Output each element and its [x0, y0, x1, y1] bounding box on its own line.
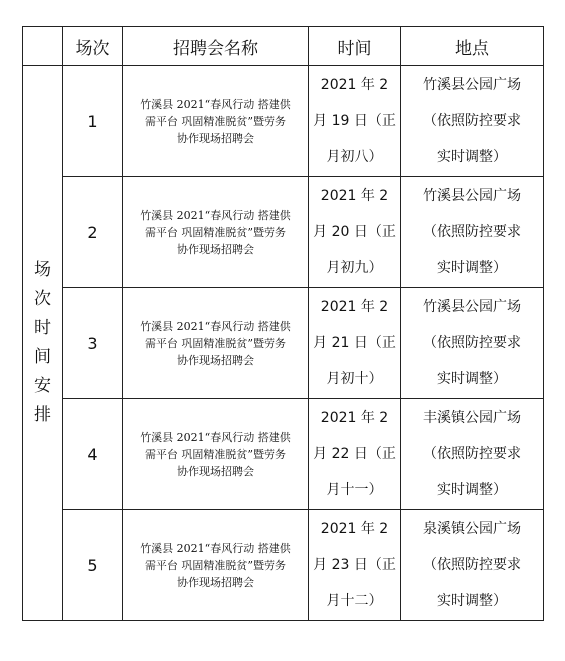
table-row	[23, 177, 544, 288]
header-session: 场次	[63, 27, 123, 66]
session-number: 4	[63, 399, 123, 510]
side-label-cell	[23, 66, 63, 621]
fair-name-line: 竹溪县 2021“春风行动 搭建供	[140, 319, 291, 333]
fair-name-line: 竹溪县 2021“春风行动 搭建供	[140, 97, 291, 111]
fair-name-line: 协作现场招聘会	[177, 464, 254, 478]
time-cell	[309, 177, 401, 288]
time-cell	[309, 66, 401, 177]
fair-name-cell	[123, 288, 309, 399]
time-cell	[309, 510, 401, 621]
location-line: 竹溪县公园广场	[423, 77, 521, 93]
fair-name-line: 需平台 巩固精准脱贫”暨劳务	[144, 225, 287, 239]
location-cell	[401, 66, 544, 177]
schedule-table	[22, 26, 544, 621]
location-line: 实时调整）	[437, 149, 507, 165]
fair-name-cell	[123, 177, 309, 288]
side-label-char: 安	[34, 376, 51, 396]
location-line: 实时调整）	[437, 371, 507, 387]
location-line: （依照防控要求	[423, 557, 521, 573]
side-label-char: 时	[34, 318, 51, 338]
location-line: 实时调整）	[437, 260, 507, 276]
fair-name-cell	[123, 399, 309, 510]
side-label-char: 间	[34, 347, 51, 367]
location-line: 丰溪镇公园广场	[423, 410, 521, 426]
fair-name-line: 竹溪县 2021“春风行动 搭建供	[140, 541, 291, 555]
side-label-char: 次	[34, 289, 51, 309]
fair-name-line: 需平台 巩固精准脱贫”暨劳务	[144, 558, 287, 572]
table-row	[23, 66, 544, 177]
location-cell	[401, 510, 544, 621]
time-line: 月 22 日（正	[313, 446, 396, 462]
location-line: （依照防控要求	[423, 335, 521, 351]
time-line: 月十二）	[326, 593, 383, 609]
side-label-char: 排	[34, 405, 51, 425]
location-line: 实时调整）	[437, 593, 507, 609]
header-location: 地点	[401, 27, 544, 66]
fair-name-line: 协作现场招聘会	[177, 575, 254, 589]
location-cell	[401, 177, 544, 288]
fair-name-line: 协作现场招聘会	[177, 131, 254, 145]
location-line: （依照防控要求	[423, 113, 521, 129]
location-line: 竹溪县公园广场	[423, 188, 521, 204]
table-row	[23, 399, 544, 510]
session-number: 1	[63, 66, 123, 177]
time-line: 2021 年 2	[320, 410, 389, 426]
time-line: 月十一）	[326, 482, 383, 498]
time-line: 月 20 日（正	[313, 224, 396, 240]
time-line: 2021 年 2	[320, 521, 389, 537]
fair-name-line: 需平台 巩固精准脱贫”暨劳务	[144, 447, 287, 461]
fair-name-line: 需平台 巩固精准脱贫”暨劳务	[144, 114, 287, 128]
time-line: 月 19 日（正	[313, 113, 396, 129]
session-number: 3	[63, 288, 123, 399]
table-row	[23, 288, 544, 399]
fair-name-cell	[123, 510, 309, 621]
location-line: 实时调整）	[437, 482, 507, 498]
header-time: 时间	[309, 27, 401, 66]
location-line: 泉溪镇公园广场	[423, 521, 521, 537]
session-number: 2	[63, 177, 123, 288]
fair-name-line: 竹溪县 2021“春风行动 搭建供	[140, 430, 291, 444]
time-line: 月初八）	[326, 149, 383, 165]
fair-name-line: 需平台 巩固精准脱贫”暨劳务	[144, 336, 287, 350]
time-line: 2021 年 2	[320, 77, 389, 93]
time-line: 2021 年 2	[320, 188, 389, 204]
time-line: 2021 年 2	[320, 299, 389, 315]
location-line: （依照防控要求	[423, 446, 521, 462]
location-cell	[401, 288, 544, 399]
side-label-char: 场	[34, 260, 51, 280]
blank-header-cell	[23, 27, 63, 66]
time-line: 月初十）	[326, 371, 383, 387]
fair-name-line: 协作现场招聘会	[177, 242, 254, 256]
fair-name-line: 竹溪县 2021“春风行动 搭建供	[140, 208, 291, 222]
location-cell	[401, 399, 544, 510]
time-cell	[309, 399, 401, 510]
time-line: 月 23 日（正	[313, 557, 396, 573]
location-line: （依照防控要求	[423, 224, 521, 240]
table-row	[23, 510, 544, 621]
time-line: 月初九）	[326, 260, 383, 276]
location-line: 竹溪县公园广场	[423, 299, 521, 315]
fair-name-cell	[123, 66, 309, 177]
time-cell	[309, 288, 401, 399]
session-number: 5	[63, 510, 123, 621]
header-row	[23, 27, 544, 66]
header-name: 招聘会名称	[123, 27, 309, 66]
fair-name-line: 协作现场招聘会	[177, 353, 254, 367]
time-line: 月 21 日（正	[313, 335, 396, 351]
